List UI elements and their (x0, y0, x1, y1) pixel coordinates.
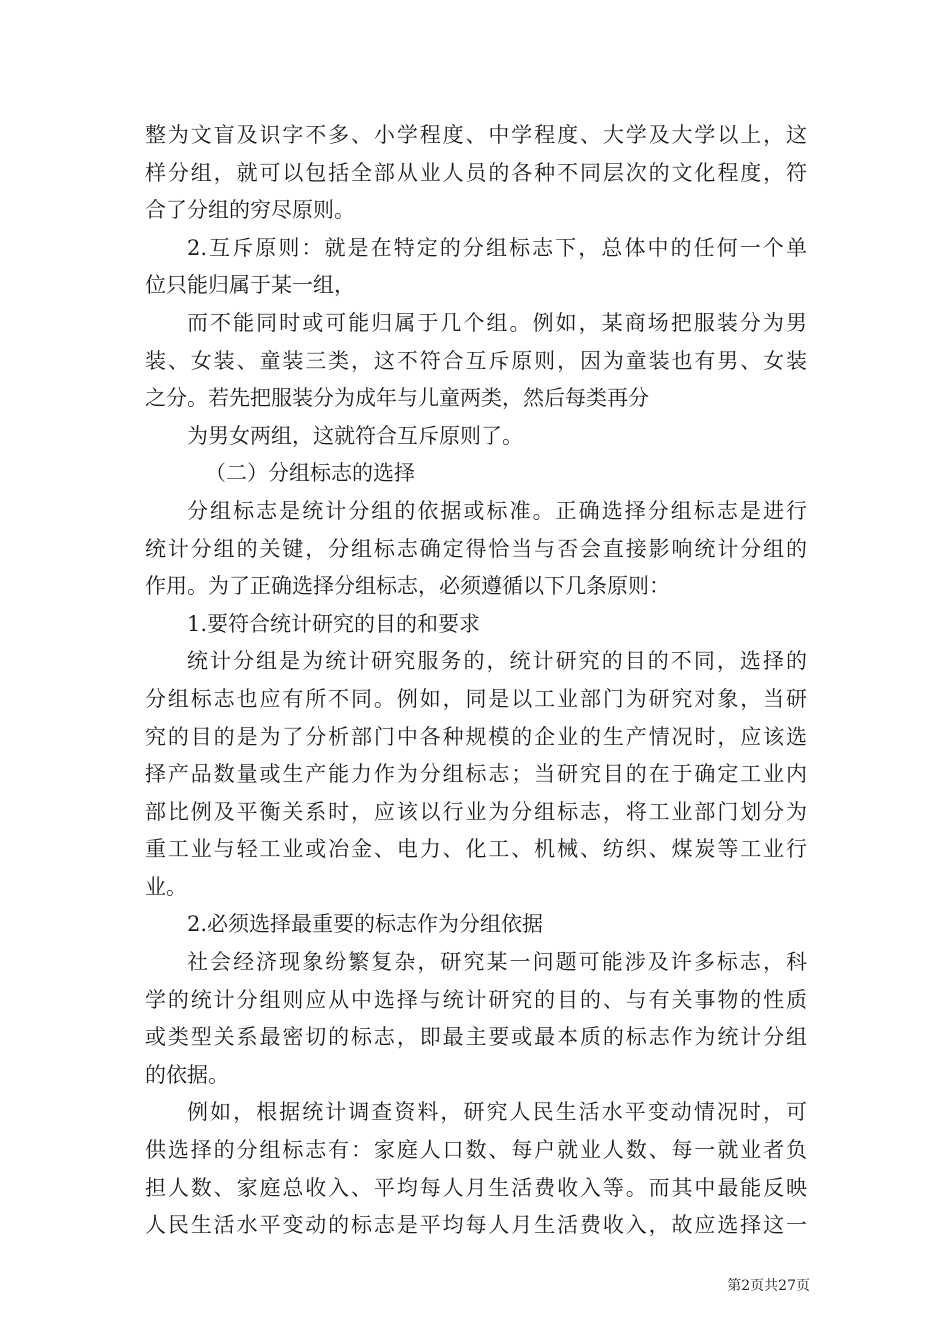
text-line: 究的目的是为了分析部门中各种规模的企业的生产情况时，应该选 (145, 724, 807, 749)
text-line: 装、女装、童装三类，这不符合互斥原则，因为童装也有男、女装 (145, 348, 807, 373)
text-line: 作用。为了正确选择分组标志，必须遵循以下几条原则： (145, 574, 670, 599)
text-line: 整为文盲及识字不多、小学程度、中学程度、大学及大学以上，这 (145, 123, 807, 147)
text-line: 样分组，就可以包括全部从业人员的各种不同层次的文化程度，符 (145, 160, 807, 185)
text-line: 2.互斥原则：就是在特定的分组标志下，总体中的任何一个单 (187, 235, 807, 260)
text-line: 的依据。 (145, 1062, 229, 1087)
body-text (145, 117, 807, 1245)
text-line: 或类型关系最密切的标志，即最主要或最本质的标志作为统计分组 (145, 1025, 807, 1050)
text-line: 统计分组的关键，分组标志确定得恰当与否会直接影响统计分组的 (145, 536, 807, 561)
text-line: 例如，根据统计调查资料，研究人民生活水平变动情况时，可 (187, 1100, 807, 1125)
text-line: 学的统计分组则应从中选择与统计研究的目的、与有关事物的性质 (145, 987, 807, 1012)
text-line: 合了分组的穷尽原则。 (145, 198, 355, 223)
text-line: 为男女两组，这就符合互斥原则了。 (187, 423, 523, 448)
text-line: 择产品数量或生产能力作为分组标志；当研究目的在于确定工业内 (145, 762, 807, 787)
text-line: 而不能同时或可能归属于几个组。例如，某商场把服装分为男 (187, 310, 807, 335)
text-line: 统计分组是为统计研究服务的，统计研究的目的不同，选择的 (187, 649, 807, 674)
text-line: 之分。若先把服装分为成年与儿童两类，然后每类再分 (145, 386, 649, 411)
text-line: 人民生活水平变动的标志是平均每人月生活费收入，故应选择这一 (145, 1213, 807, 1238)
text-line: 供选择的分组标志有：家庭人口数、每户就业人数、每一就业者负 (145, 1138, 807, 1163)
text-line: 1.要符合统计研究的目的和要求 (187, 611, 481, 636)
text-line: 业。 (145, 874, 187, 899)
text-line: 分组标志也应有所不同。例如，同是以工业部门为研究对象，当研 (145, 686, 807, 711)
text-line: 2.必须选择最重要的标志作为分组依据 (187, 912, 544, 937)
text-line: 分组标志是统计分组的依据或标准。正确选择分组标志是进行 (187, 498, 807, 523)
text-line: 社会经济现象纷繁复杂，研究某一问题可能涉及许多标志，科 (187, 950, 807, 975)
text-line: 重工业与轻工业或冶金、电力、化工、机械、纺织、煤炭等工业行 (145, 837, 807, 862)
text-line: 位只能归属于某一组， (145, 273, 355, 298)
text-line: 部比例及平衡关系时，应该以行业为分组标志，将工业部门划分为 (145, 799, 807, 824)
text-line: （二）分组标志的选择 (205, 461, 415, 486)
text-line: 担人数、家庭总收入、平均每人月生活费收入等。而其中最能反映 (145, 1175, 807, 1200)
page-footer: 第2页共27页 (727, 1278, 810, 1294)
